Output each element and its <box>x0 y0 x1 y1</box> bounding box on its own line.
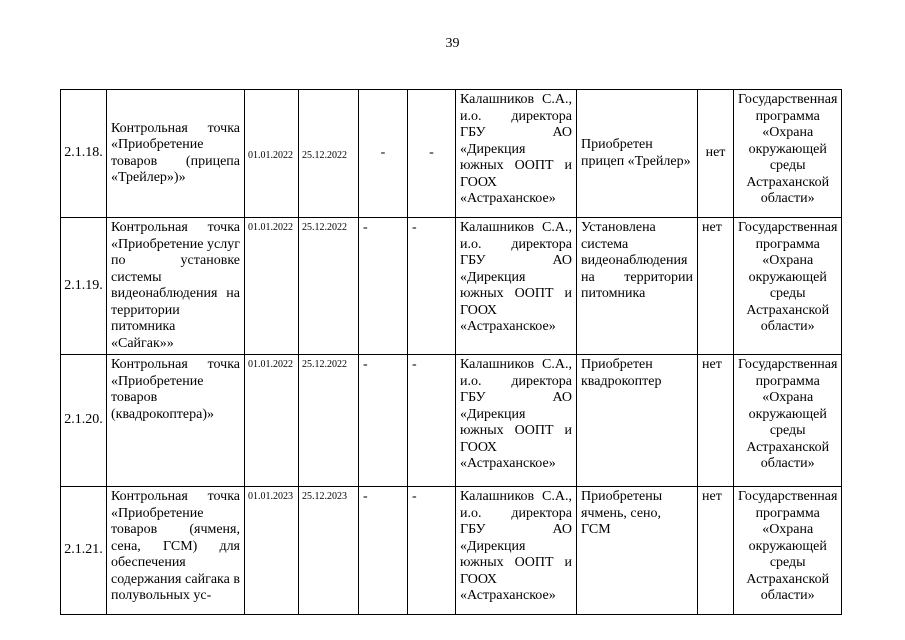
end-date: 25.12.2022 <box>299 90 359 218</box>
flag-value: нет <box>698 218 734 355</box>
column-6-value: - <box>408 218 456 355</box>
row-description: Контрольная точка «Приобретение товаров (прицепа «Трейлер»)» <box>107 90 245 218</box>
result: Приобретен прицеп «Трейлер» <box>577 90 698 218</box>
page-number: 39 <box>445 36 460 51</box>
table-row <box>61 90 842 218</box>
end-date: 25.12.2023 <box>299 487 359 615</box>
table-row <box>61 355 842 487</box>
result: Приобретен квадрокоптер <box>577 355 698 487</box>
column-5-value: - <box>359 355 408 487</box>
column-6-value: - <box>408 487 456 615</box>
table-row <box>61 487 842 615</box>
state-program: Государственная программа «Охрана окружающей среды Астраханской области» <box>734 90 842 218</box>
result: Приобретены ячмень, сено, ГСМ <box>577 487 698 615</box>
end-date: 25.12.2022 <box>299 218 359 355</box>
row-number: 2.1.19. <box>61 218 107 355</box>
start-date: 01.01.2022 <box>245 90 299 218</box>
start-date: 01.01.2022 <box>245 355 299 487</box>
column-5-value: - <box>359 487 408 615</box>
row-number: 2.1.18. <box>61 90 107 218</box>
responsible-person: Калашников С.А., и.о. директора ГБУ АО «Дирекция южных ООПТ и ГООХ «Астраханское» <box>456 218 577 355</box>
state-program: Государственная программа «Охрана окружающей среды Астраханской области» <box>734 355 842 487</box>
state-program: Государственная программа «Охрана окружающей среды Астраханской области» <box>734 218 842 355</box>
responsible-person: Калашников С.А., и.о. директора ГБУ АО «Дирекция южных ООПТ и ГООХ «Астраханское» <box>456 355 577 487</box>
responsible-person: Калашников С.А., и.о. директора ГБУ АО «Дирекция южных ООПТ и ГООХ «Астраханское» <box>456 90 577 218</box>
row-number: 2.1.21. <box>61 487 107 615</box>
row-number: 2.1.20. <box>61 355 107 487</box>
row-description: Контрольная точка «Приобретение услуг по установке системы видеонаблюдения на территории питомника «Сайгак»» <box>107 218 245 355</box>
column-6-value: - <box>408 90 456 218</box>
flag-value: нет <box>698 487 734 615</box>
start-date: 01.01.2022 <box>245 218 299 355</box>
start-date: 01.01.2023 <box>245 487 299 615</box>
row-description: Контрольная точка «Приобретение товаров (квадрокоптера)» <box>107 355 245 487</box>
column-5-value: - <box>359 218 408 355</box>
state-program: Государственная программа «Охрана окружающей среды Астраханской области» <box>734 487 842 615</box>
flag-value: нет <box>698 90 734 218</box>
result: Установлена система видеонаблюдения на территории питомника <box>577 218 698 355</box>
flag-value: нет <box>698 355 734 487</box>
end-date: 25.12.2022 <box>299 355 359 487</box>
column-5-value: - <box>359 90 408 218</box>
column-6-value: - <box>408 355 456 487</box>
row-description: Контрольная точка «Приобретение товаров (ячменя, сена, ГСМ) для обеспечения содержания сайгака в полувольных ус- <box>107 487 245 615</box>
table-row <box>61 218 842 355</box>
schedule-table <box>60 89 842 615</box>
responsible-person: Калашников С.А., и.о. директора ГБУ АО «Дирекция южных ООПТ и ГООХ «Астраханское» <box>456 487 577 615</box>
